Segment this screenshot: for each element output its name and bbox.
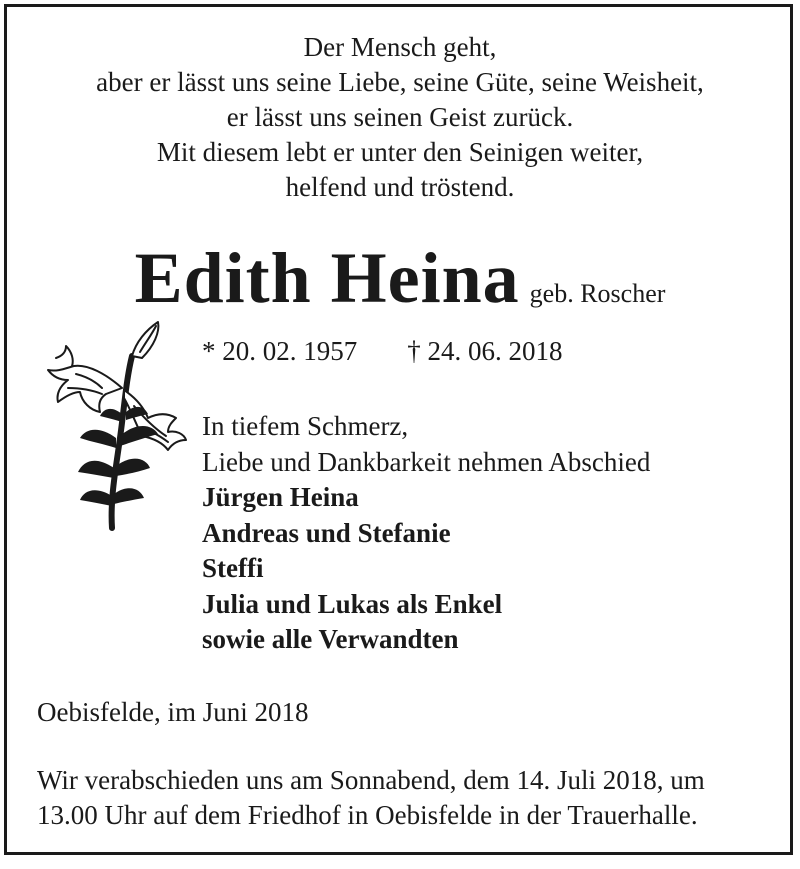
mourner-name: Steffi bbox=[202, 553, 264, 583]
memorial-poem bbox=[0, 30, 800, 205]
mourner-name: sowie alle Verwandten bbox=[202, 624, 459, 654]
funeral-service-info bbox=[37, 763, 705, 833]
mourners-intro-line: Liebe und Dankbarkeit nehmen Abschied bbox=[202, 446, 651, 477]
mourner-name: Andreas und Stefanie bbox=[202, 517, 451, 548]
death-date: † 24. 06. 2018 bbox=[407, 336, 563, 366]
mourners-intro-line: In tiefem Schmerz, bbox=[202, 411, 409, 441]
poem-line: Der Mensch geht, bbox=[303, 32, 497, 62]
service-line: Wir verabschieden uns am Sonnabend, dem 14. Juli 2018, um bbox=[37, 765, 705, 795]
poem-line: Mit diesem lebt er unter den Seinigen weiter, bbox=[156, 137, 644, 167]
poem-line: er lässt uns seinen Geist zurück. bbox=[226, 102, 574, 132]
service-line: 13.00 Uhr auf dem Friedhof in Oebisfelde in der Trauerhalle. bbox=[37, 800, 698, 830]
poem-line: aber er lässt uns seine Liebe, seine Güte, seine Weisheit, bbox=[96, 67, 704, 97]
mourners-block bbox=[202, 409, 650, 658]
place-and-date: Oebisfelde, im Juni 2018 bbox=[37, 697, 309, 727]
deceased-name: Edith Heina bbox=[134, 238, 520, 318]
birth-date: * 20. 02. 1957 bbox=[202, 336, 358, 366]
poem-line: helfend und tröstend. bbox=[285, 172, 515, 202]
mourner-name: Julia und Lukas als Enkel bbox=[202, 588, 503, 619]
life-dates bbox=[202, 336, 563, 367]
maiden-name: geb. Roscher bbox=[529, 279, 666, 308]
deceased-heading bbox=[0, 238, 800, 318]
lily-flower-icon bbox=[36, 318, 192, 534]
mourner-name: Jürgen Heina bbox=[202, 482, 359, 512]
